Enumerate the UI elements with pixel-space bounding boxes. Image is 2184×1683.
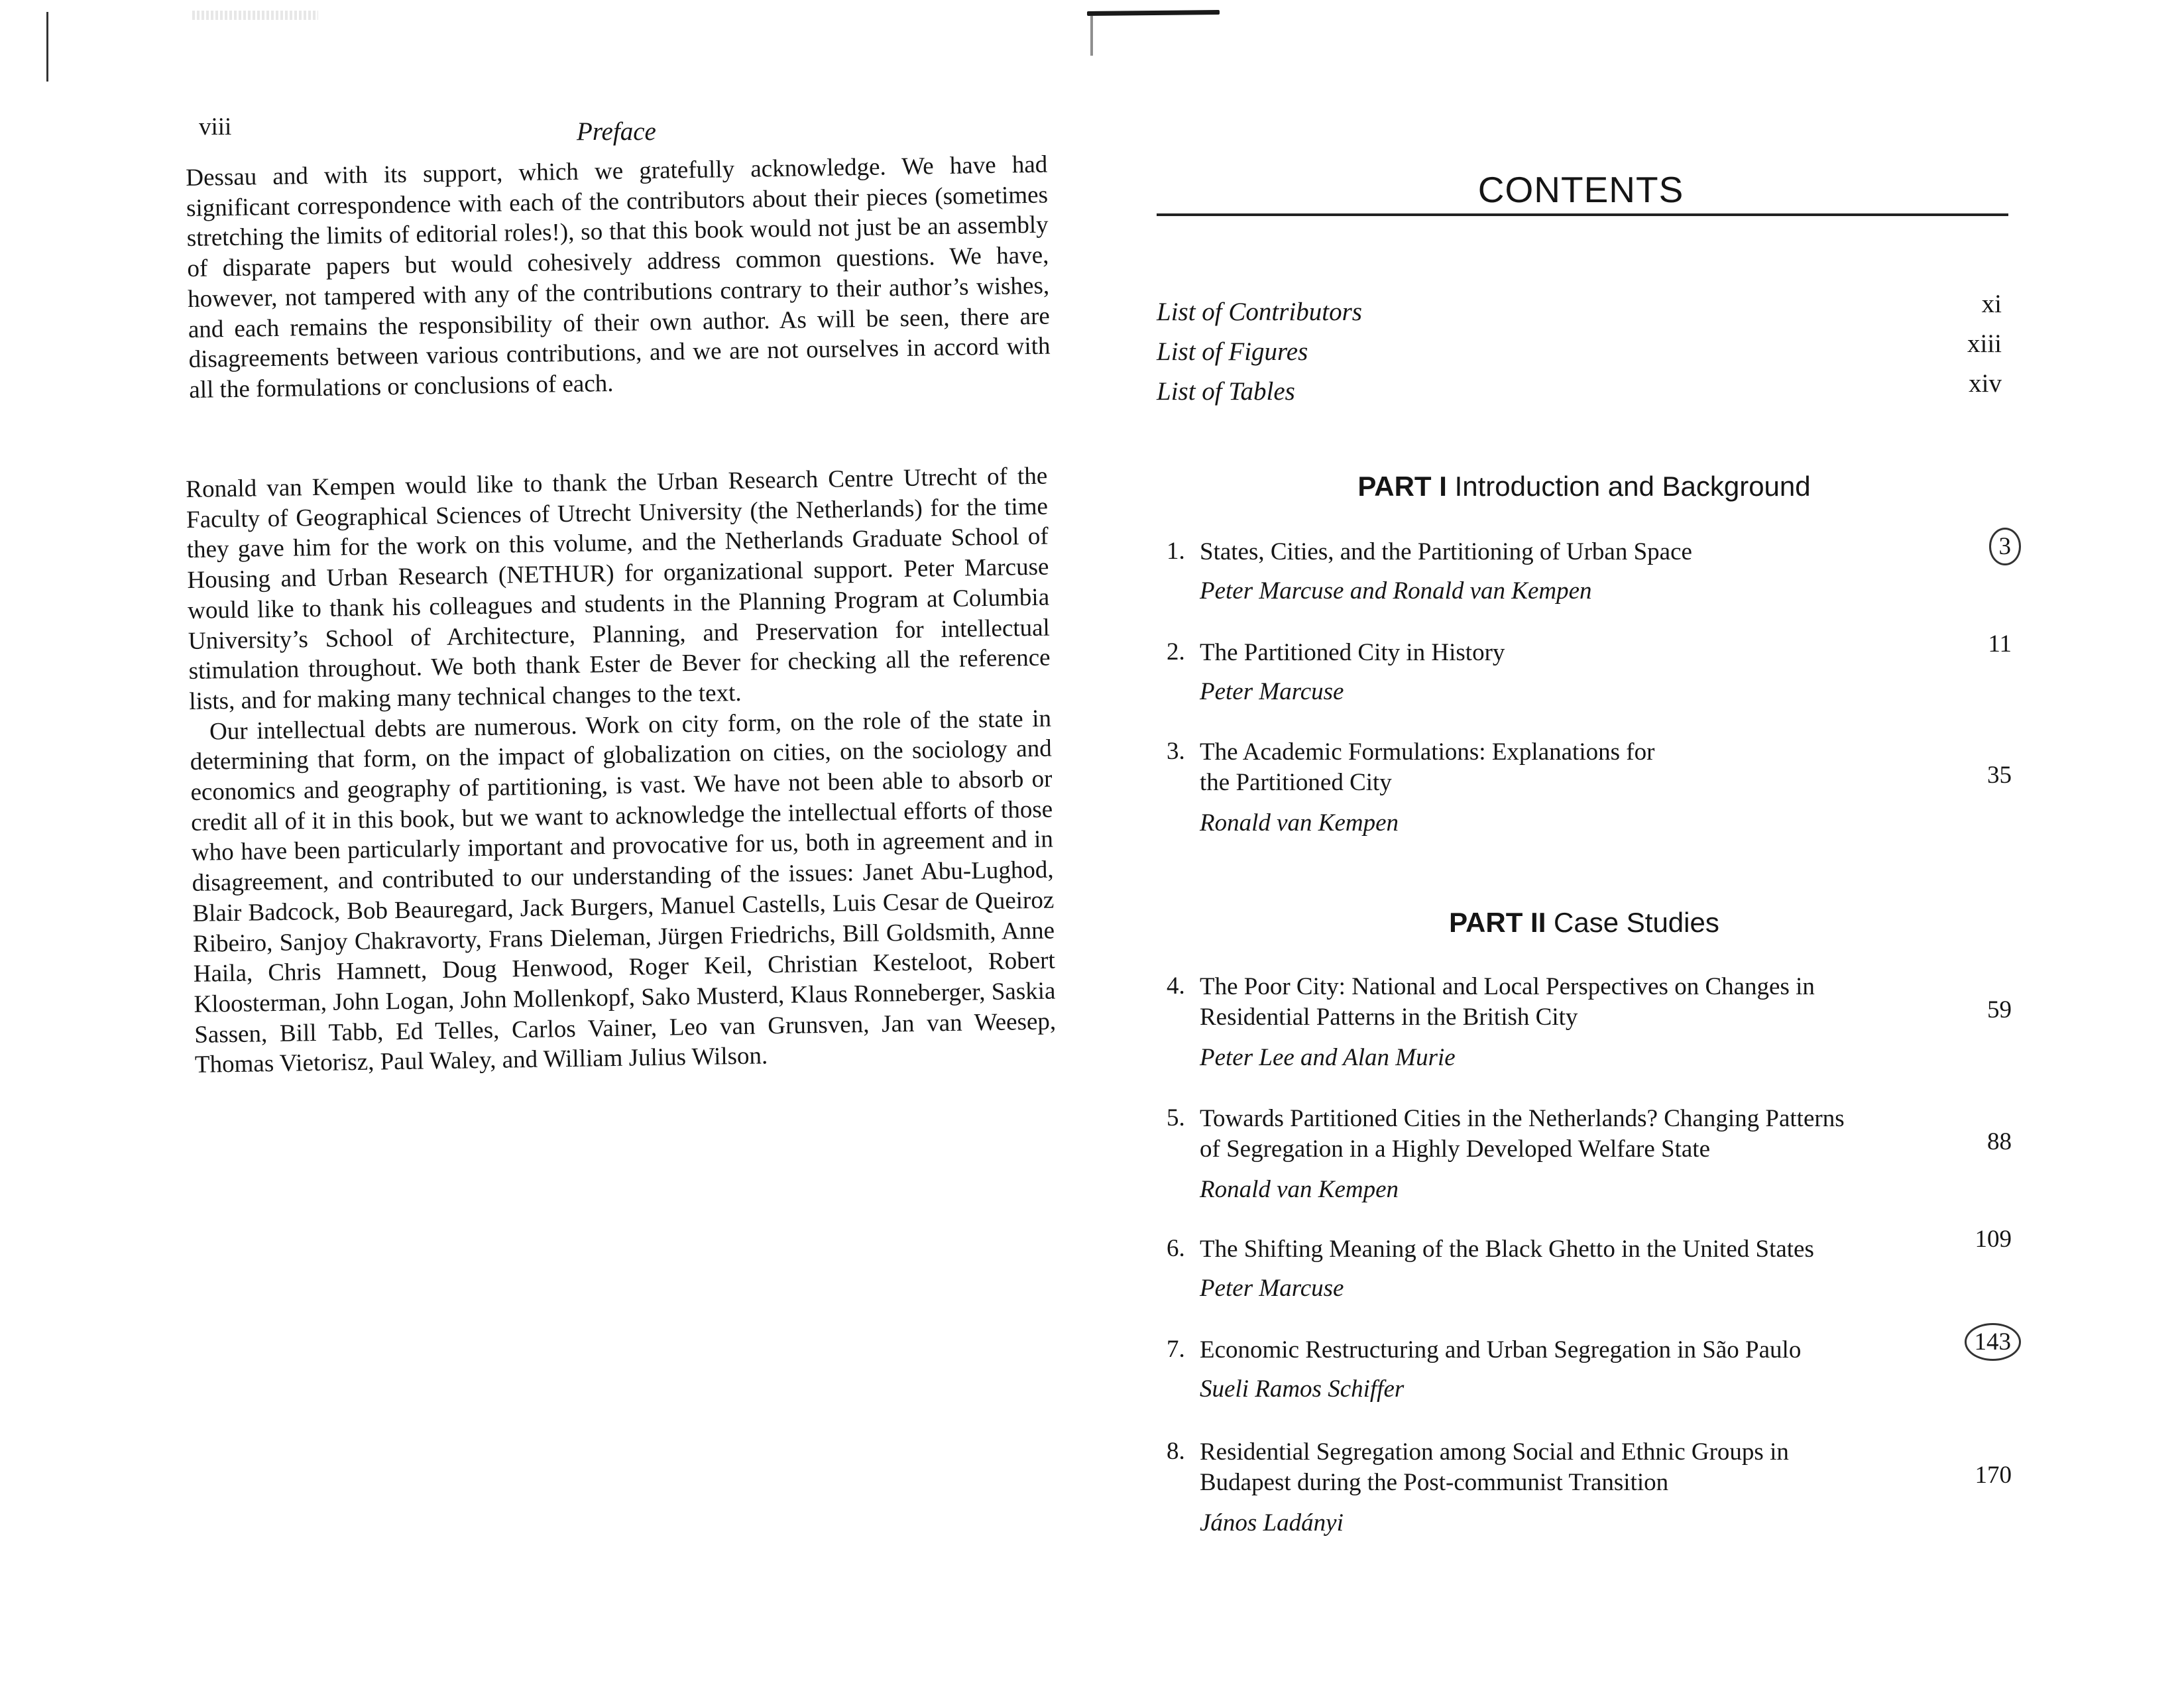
chapter-page [1965, 1323, 2012, 1361]
circled-page-number: 143 [1965, 1323, 2022, 1361]
chapter-title-line: of Segregation in a Highly Developed Welfare State [1200, 1135, 1711, 1163]
chapter-title [1200, 737, 1916, 798]
paragraph-text: Dessau and with its support, which we gratefully acknowledge. We have had significant correspondence with each of the contributors about their pieces (sometimes stretching the limits of editorial roles!), so that this book would not just be an assembly of disparate papers but would cohesively address common questions. We have, however, not tampered with any of the contributions contrary to their author’s wishes, and each remains the responsibility of their own author. As will be seen, there are disagreements between various contributions, and we are not ourselves in accord with all the formulations or conclusions of each. [186, 150, 1051, 404]
scan-smudge [192, 11, 318, 20]
toc-chapter-entry[interactable] [1167, 1328, 2012, 1403]
toc-front-page: xi [1981, 290, 2002, 318]
page-folio: viii [199, 113, 232, 141]
chapter-title-line: Towards Partitioned Cities in the Netherlands? Changing Patterns [1200, 1105, 1845, 1132]
chapter-author: Peter Marcuse [1200, 1275, 1344, 1302]
toc-chapter-entry[interactable] [1167, 1104, 2012, 1203]
chapter-number: 8. [1167, 1438, 1185, 1465]
toc-chapter-entry[interactable] [1167, 1437, 2012, 1537]
chapter-number: 4. [1167, 972, 1185, 1000]
chapter-page: 59 [1987, 996, 2012, 1023]
contents-title: CONTENTS [1477, 169, 1684, 210]
chapter-title [1200, 1234, 1916, 1265]
chapter-author: Peter Marcuse [1200, 678, 1344, 705]
title-rule [1157, 213, 2008, 216]
chapter-page: 35 [1987, 762, 2012, 789]
paragraph-text: Our intellectual debts are numerous. Work on city form, on the role of the state in determining that form, on the impact of globalization on cities, on the sociology and economics and geography of partitioning, is vast. We have not been able to absorb or credit all of it in this book, but we want to acknowledge the intellectual efforts of those who have been particularly important and provocative for us, both in agreement and in disagreement, and contributed to our understanding of the issues: Janet Abu-Lughod, Blair Badcock, Bob Beauregard, Jack Burgers, Manuel Castells, Luis Cesar de Queiroz Ribeiro, Sanjoy Chakravorty, Frans Dieleman, Jürgen Friedrichs, Bill Goldsmith, Anne Haila, Chris Hamnett, Doug Henwood, Roger Keil, Christian Kesteloot, Robert Kloosterman, John Logan, John Mollenkopf, Sako Musterd, Klaus Ronneberger, Saskia Sassen, Bill Tabb, Ed Telles, Carlos Vainer, Leo van Grunsven, Jan van Weesep, Thomas Vietorisz, Paul Waley, and William Julius Wilson. [190, 705, 1057, 1079]
toc-front-label: List of Figures [1157, 337, 1308, 366]
chapter-title [1200, 537, 1916, 567]
chapter-number: 1. [1167, 538, 1185, 565]
part-number: PART II [1449, 907, 1546, 938]
toc-chapter-entry[interactable] [1167, 972, 2012, 1071]
chapter-number: 5. [1167, 1104, 1185, 1132]
chapter-number: 2. [1167, 638, 1185, 666]
scan-bar-mark [1087, 10, 1220, 16]
chapter-page: 11 [1988, 630, 2012, 658]
toc-chapter-entry[interactable] [1167, 737, 2012, 837]
chapter-page [1989, 528, 2012, 565]
toc-front-item[interactable] [1157, 329, 2005, 377]
chapter-number: 3. [1167, 738, 1185, 765]
part-heading [1153, 471, 2015, 502]
chapter-title [1200, 638, 1916, 668]
chapter-author: Sueli Ramos Schiffer [1200, 1375, 1405, 1403]
chapter-title [1200, 1437, 1916, 1498]
left-page [166, 106, 1057, 1233]
toc-front-label: List of Contributors [1157, 298, 1362, 326]
toc-front-item[interactable] [1157, 369, 2005, 416]
part-title: Case Studies [1554, 907, 1719, 938]
toc-front-page: xiii [1967, 329, 2002, 358]
running-head [166, 113, 1034, 152]
preface-paragraphs-2-3 [186, 461, 1057, 1080]
toc-front-label: List of Tables [1157, 377, 1295, 406]
chapter-title [1200, 1104, 1916, 1165]
chapter-page: 170 [1975, 1462, 2012, 1489]
part-title: Introduction and Background [1454, 471, 1811, 502]
chapter-title-line: The Academic Formulations: Explanations for [1200, 738, 1655, 766]
chapter-page: 109 [1975, 1226, 2012, 1253]
chapter-title-line: Budapest during the Post-communist Transition [1200, 1469, 1669, 1496]
running-head-title: Preface [577, 117, 656, 146]
right-page-contents [1153, 152, 2015, 1611]
paragraph-text: Ronald van Kempen would like to thank the Urban Research Centre Utrecht of the Faculty of Geographical Sciences of Utrecht University (the Netherlands) for the time they gave him for the work on this volume, and the Netherlands Graduate School of Housing and Urban Research (NETHUR) for organizational support. Peter Marcuse would like to thank his colleagues and students in the Planning Program at Columbia University’s School of Architecture, Planning, and Preservation for intellectual stimulation throughout. We both thank Ester de Bever for checking all the reference lists, and for making many technical changes to the text. [186, 462, 1051, 715]
chapter-title-line: The Shifting Meaning of the Black Ghetto in the United States [1200, 1236, 1814, 1263]
chapter-title-line: The Partitioned City in History [1200, 639, 1505, 666]
toc-front-page: xiv [1969, 369, 2002, 398]
toc-chapter-entry[interactable] [1167, 1226, 2012, 1302]
chapter-author: Peter Lee and Alan Murie [1200, 1044, 1456, 1071]
chapter-title [1200, 1335, 1916, 1365]
part-number: PART I [1357, 471, 1447, 502]
chapter-title-line: Residential Patterns in the British City [1200, 1004, 1578, 1031]
chapter-title-line: Economic Restructuring and Urban Segregation in São Paulo [1200, 1336, 1802, 1364]
scan-tick-mark [1090, 16, 1093, 56]
chapter-title [1200, 972, 1916, 1033]
part-heading [1153, 907, 2015, 939]
chapter-number: 7. [1167, 1336, 1185, 1363]
chapter-author: Peter Marcuse and Ronald van Kempen [1200, 577, 1592, 605]
chapter-title-line: States, Cities, and the Partitioning of Urban Space [1200, 538, 1692, 565]
chapter-title-line: Residential Segregation among Social and Ethnic Groups in [1200, 1438, 1789, 1466]
chapter-author: Ronald van Kempen [1200, 809, 1399, 837]
chapter-author: János Ladányi [1200, 1509, 1344, 1537]
chapter-title-line: the Partitioned City [1200, 769, 1392, 796]
chapter-author: Ronald van Kempen [1200, 1176, 1399, 1203]
toc-chapter-entry[interactable] [1167, 630, 2012, 705]
chapter-number: 6. [1167, 1235, 1185, 1262]
scan-edge-mark [46, 12, 48, 82]
chapter-page: 88 [1987, 1128, 2012, 1155]
chapter-title-line: The Poor City: National and Local Perspectives on Changes in [1200, 973, 1815, 1000]
preface-paragraph-1 [186, 150, 1051, 406]
toc-front-item[interactable] [1157, 290, 2005, 337]
toc-chapter-entry[interactable] [1167, 533, 2012, 605]
circled-page-number: 3 [1989, 528, 2022, 565]
